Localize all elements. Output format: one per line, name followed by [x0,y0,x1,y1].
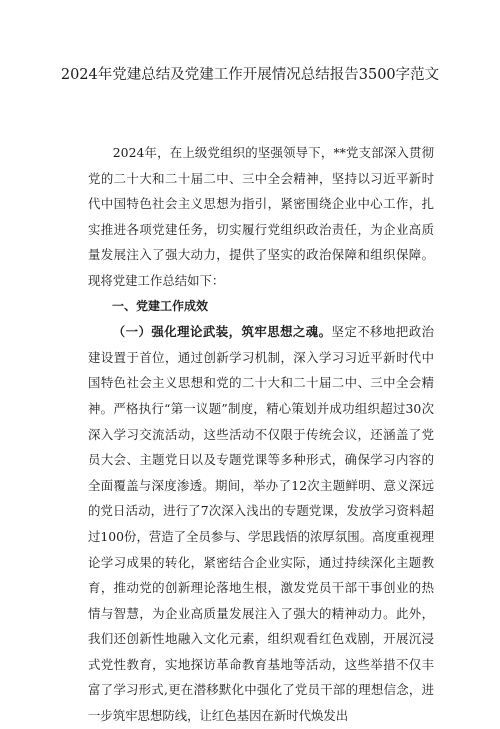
document-body [88,140,434,729]
intro-paragraph: 2024年，在上级党组织的坚强领导下，**党支部深入贯彻党的二十大和二十届二中、三中全会精神，坚持以习近平新时代中国特色社会主义思想为指引，紧密围绕企业中心工作，扎实推进各项党建任务，切实履行党组织政治责任，为企业高质量发展注入了强大动力，提供了坚实的政治保障和组织保障。现将党建工作总结如下： [88,145,434,288]
document-title: 2024年党建总结及党建工作开展情况总结报告3500字范文 [60,67,440,83]
subsection-body: 坚定不移地把政治建设置于首位，通过创新学习机制，深入学习习近平新时代中国特色社会主义思想和党的二十大和二十届二中、三中全会精神。严格执行“第一议题”制度，精心策划并成功组织超过30次深入学习交流活动，这些活动不仅限于传统会议，还涵盖了党员大会、主题党日以及专题党课等多种形式，确保学习内容的全面覆盖与深度渗透。期间，举办了12次主题鲜明、意义深远的党日活动，进行了7次深入浅出的专题党课，发放学习资料超过100份，营造了全员参与、学思践悟的浓厚氛围。高度重视理论学习成果的转化，紧密结合企业实际，通过持续深化主题教育，推动党的创新理论落地生根，激发党员干部干事创业的热情与智慧，为企业高质量发展注入了强大的精神动力。此外，我们还创新性地融入文化元素，组织观看红色戏剧，开展沉浸式党性教育，实地探访革命教育基地等活动，这些举措不仅丰富了学习形式,更在潜移默化中强化了党员干部的理想信念，进一步筑牢思想防线，让红色基因在新时代焕发出 [88,324,435,724]
subsection-lead: （一）强化理论武装，筑牢思想之魂。 [112,324,332,340]
subsection-paragraph [88,319,434,729]
section-heading: 一、党建工作成效 [112,298,209,313]
